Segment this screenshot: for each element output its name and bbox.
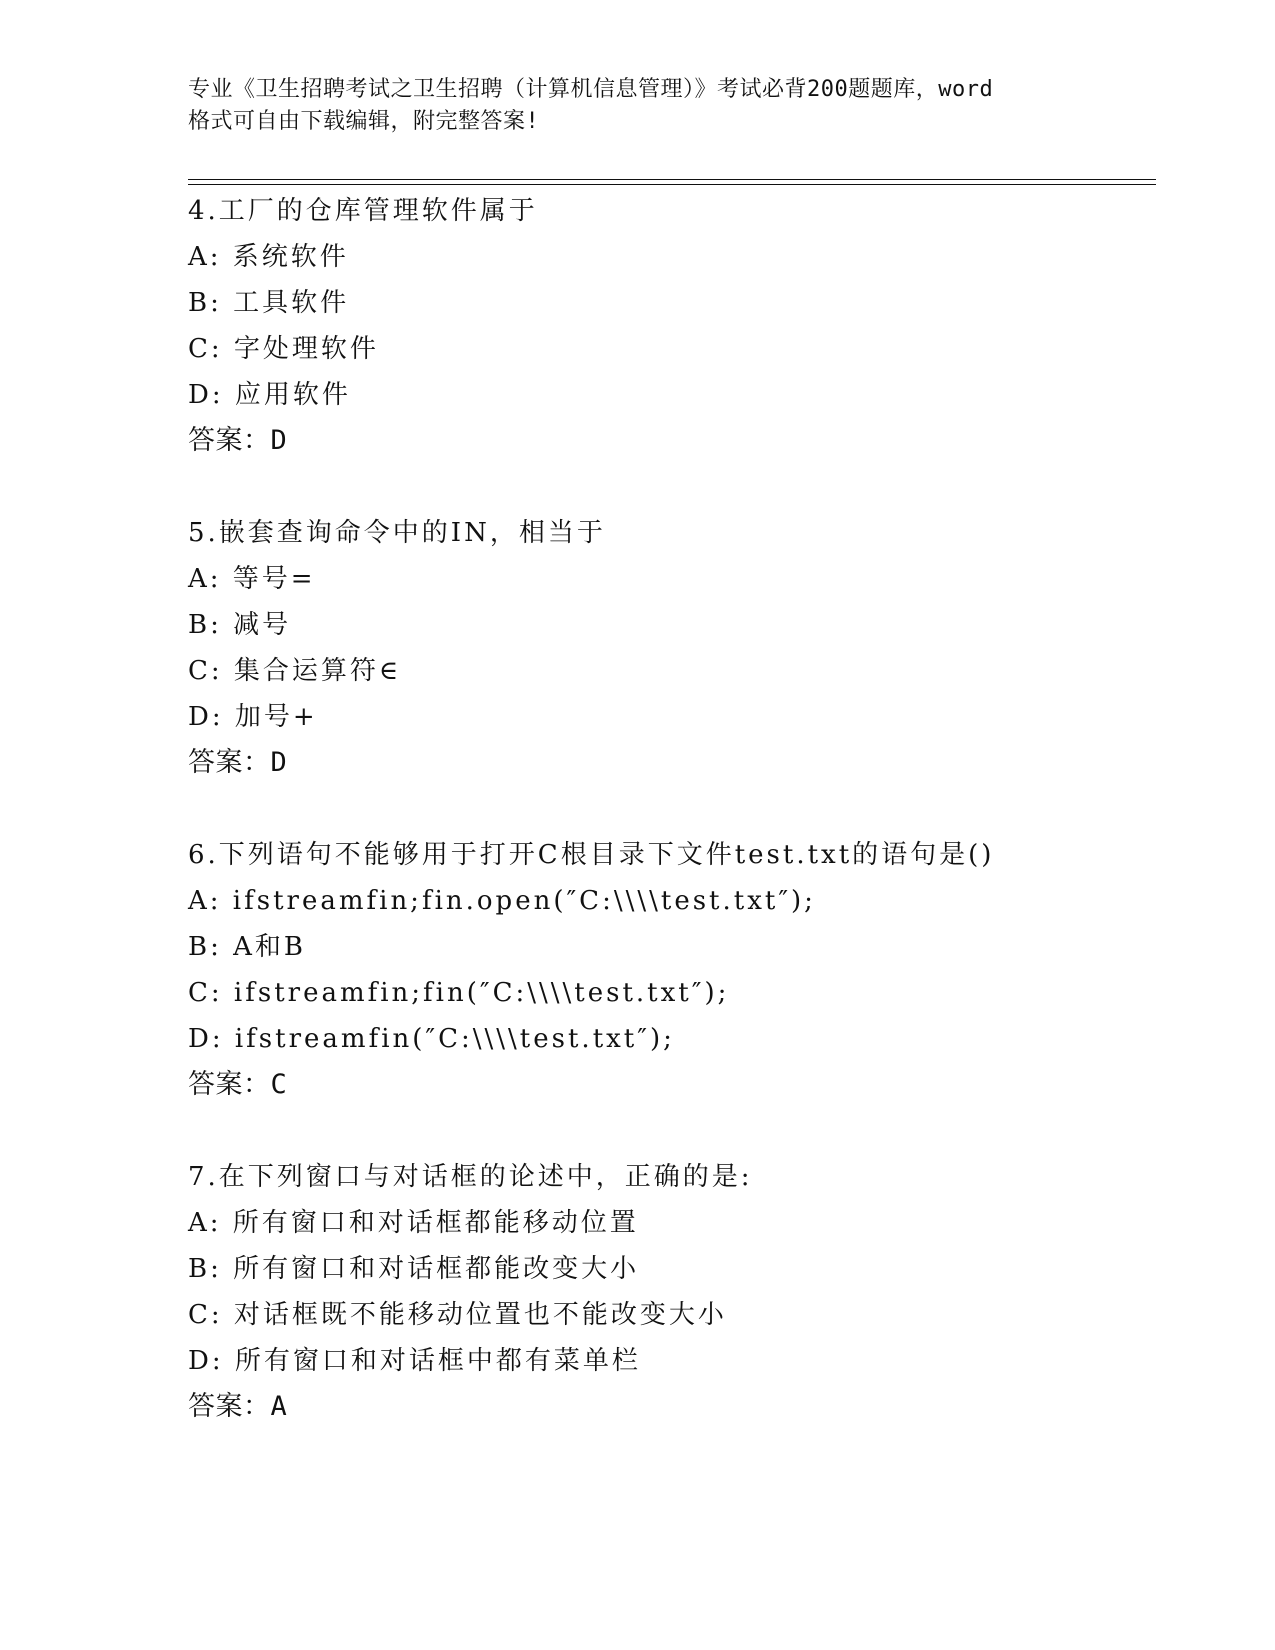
option-a: A: 系统软件 <box>188 242 349 272</box>
question-4 <box>188 188 1156 464</box>
header-divider-top <box>188 179 1156 180</box>
option-d: D: ifstreamfin(″C:\\\\test.txt″); <box>188 1024 675 1054</box>
document-header <box>188 74 1098 138</box>
option-d: D: 加号+ <box>188 702 318 732</box>
answer-line: 答案：C <box>188 1069 288 1100</box>
header-divider-bottom <box>188 184 1156 185</box>
header-line-2: 格式可自由下载编辑，附完整答案! <box>188 109 540 134</box>
question-stem: 6.下列语句不能够用于打开C根目录下文件test.txt的语句是() <box>188 840 995 870</box>
option-b: B: A和B <box>188 932 307 962</box>
option-a: A: 所有窗口和对话框都能移动位置 <box>188 1208 639 1238</box>
header-line-1: 专业《卫生招聘考试之卫生招聘（计算机信息管理）》考试必背200题题库，word <box>188 77 994 102</box>
answer-line: 答案：A <box>188 1391 288 1422</box>
option-a: A: 等号= <box>188 564 316 594</box>
question-stem: 4.工厂的仓库管理软件属于 <box>188 196 538 226</box>
question-list <box>188 188 1156 1476</box>
option-c: C: 集合运算符∈ <box>188 656 402 686</box>
question-6 <box>188 832 1156 1108</box>
option-b: B: 减号 <box>188 610 292 640</box>
question-5 <box>188 510 1156 786</box>
question-7 <box>188 1154 1156 1430</box>
question-stem: 5.嵌套查询命令中的IN，相当于 <box>188 518 606 548</box>
question-stem: 7.在下列窗口与对话框的论述中，正确的是: <box>188 1162 753 1192</box>
option-c: C: ifstreamfin;fin(″C:\\\\test.txt″); <box>188 978 730 1008</box>
answer-line: 答案：D <box>188 425 288 456</box>
option-d: D: 应用软件 <box>188 380 351 410</box>
option-b: B: 工具软件 <box>188 288 350 318</box>
option-a: A: ifstreamfin;fin.open(″C:\\\\test.txt″); <box>188 886 816 916</box>
option-b: B: 所有窗口和对话框都能改变大小 <box>188 1254 640 1284</box>
option-c: C: 字处理软件 <box>188 334 379 364</box>
option-d: D: 所有窗口和对话框中都有菜单栏 <box>188 1346 641 1376</box>
answer-line: 答案：D <box>188 747 288 778</box>
option-c: C: 对话框既不能移动位置也不能改变大小 <box>188 1300 727 1330</box>
